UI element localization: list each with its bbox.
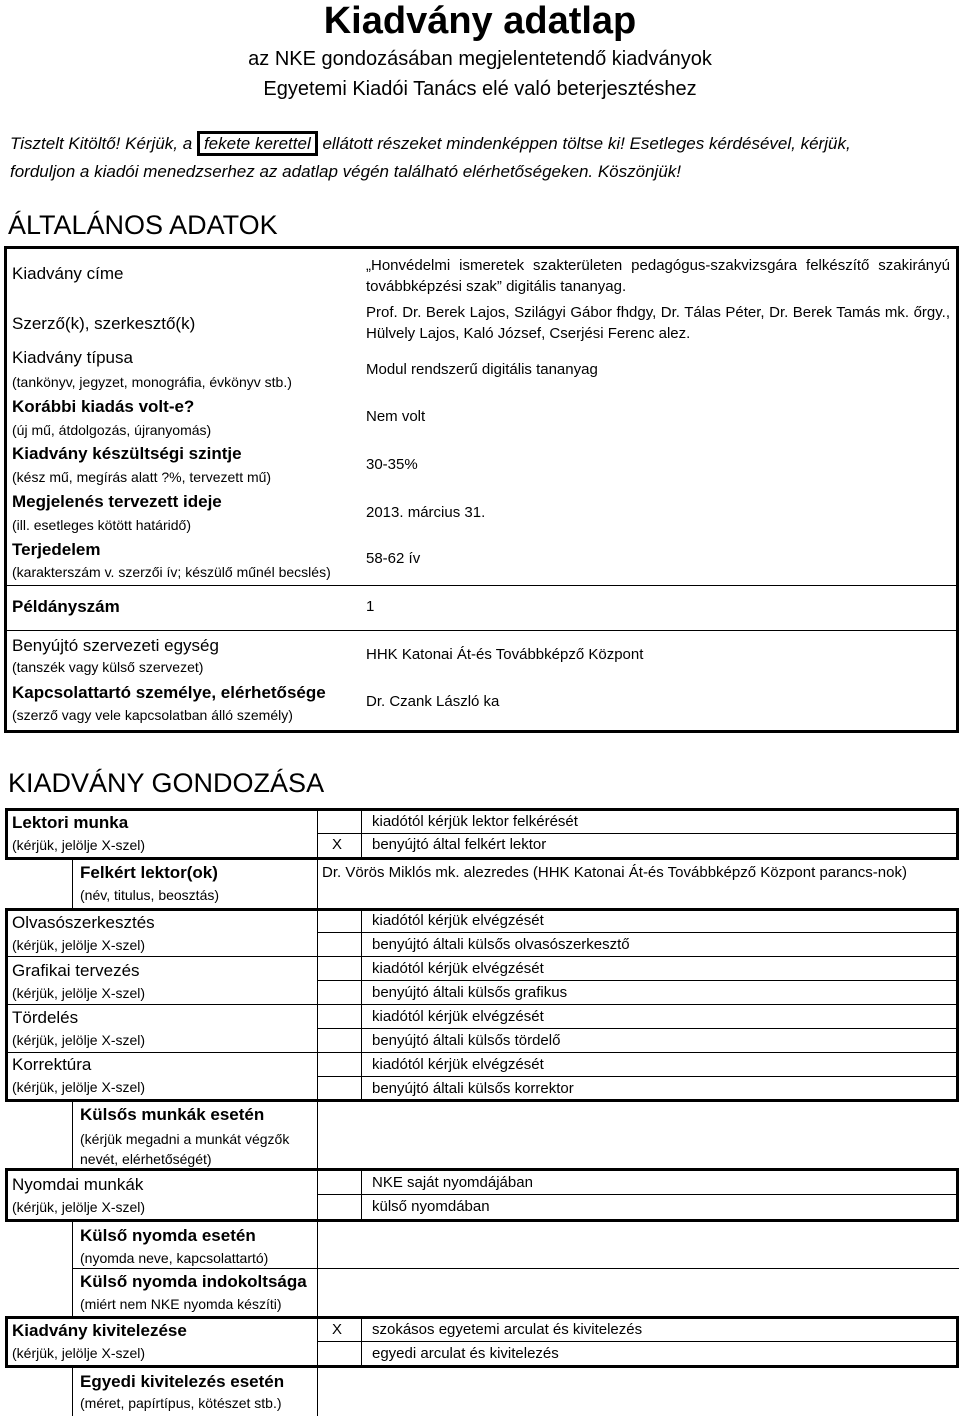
execution-option-2[interactable]: egyedi arculat és kivitelezés: [372, 1345, 559, 1362]
external-hint: (kérjük megadni a munkát végzők nevét, elérhetőségét): [80, 1131, 290, 1167]
authors-label: Szerző(k), szerkesztő(k): [12, 314, 196, 333]
prev-value[interactable]: Nem volt: [366, 408, 426, 425]
divider: [4, 630, 959, 631]
contact-label: Kapcsolattartó személye, elérhetősége: [12, 683, 326, 702]
divider: [317, 1168, 318, 1222]
divider: [317, 932, 959, 933]
lector-option-1[interactable]: kiadótól kérjük lektor felkérését: [372, 813, 578, 830]
execution-label: Kiadvány kivitelezése: [12, 1321, 187, 1340]
divider: [361, 908, 362, 1102]
lector-option-2[interactable]: benyújtó által felkért lektor: [372, 836, 547, 853]
date-hint: (ill. esetleges kötött határidő): [12, 517, 191, 533]
lector-hint: (kérjük, jelölje X-szel): [12, 837, 146, 853]
authors-value[interactable]: Prof. Dr. Berek Lajos, Szilágyi Gábor fhdgy, Dr. Tálas Péter, Dr. Berek Tamás mk. őrgy., Hülvely Lajos, Kaló József, Cserjési Ferenc alez.: [366, 304, 950, 342]
divider: [317, 1222, 318, 1316]
subtitle-2: Egyetemi Kiadói Tanács elé való beterjesztéshez: [263, 78, 697, 100]
ext-reason-hint: (miért nem NKE nyomda készíti): [80, 1296, 282, 1312]
copies-label: Példányszám: [12, 597, 120, 616]
divider: [317, 860, 318, 908]
proof-option-2[interactable]: benyújtó általi külsős olvasószerkesztő: [372, 936, 630, 953]
proof-hint: (kérjük, jelölje X-szel): [12, 937, 146, 953]
divider: [72, 1368, 73, 1416]
design-label: Grafikai tervezés: [12, 961, 140, 980]
divider: [317, 1076, 959, 1077]
divider: [317, 833, 959, 834]
size-hint: (karakterszám v. szerzői ív; készülő műnél becslés): [12, 564, 331, 580]
layout-option-1[interactable]: kiadótól kérjük elvégzését: [372, 1008, 544, 1025]
requested-lector-hint: (név, titulus, beosztás): [80, 887, 220, 903]
title-value[interactable]: „Honvédelmi ismeretek szakterületen pedagógus-szakvizsgára felkészítő szakirányú továbbképzési szak” digitális tananyag.: [366, 257, 950, 295]
print-label: Nyomdai munkák: [12, 1175, 144, 1194]
lector-mark[interactable]: X: [332, 836, 343, 853]
divider: [72, 1268, 959, 1269]
custom-label: Egyedi kivitelezés esetén: [80, 1372, 285, 1391]
intro-text: Tisztelt Kitöltő! Kérjük, a: [10, 134, 193, 153]
prev-label: Korábbi kiadás volt-e?: [12, 397, 195, 416]
type-hint: (tankönyv, jegyzet, monográfia, évkönyv stb.): [12, 374, 292, 390]
contact-hint: (szerző vagy vele kapcsolatban álló személy): [12, 707, 293, 723]
divider: [317, 1194, 959, 1195]
divider: [72, 1102, 73, 1168]
ready-hint: (kész mű, megírás alatt ?%, tervezett mű): [12, 469, 272, 485]
divider: [317, 908, 318, 1102]
divider: [361, 1316, 362, 1368]
copies-value[interactable]: 1: [366, 598, 375, 615]
divider: [5, 1052, 959, 1053]
correct-hint: (kérjük, jelölje X-szel): [12, 1079, 146, 1095]
divider: [317, 980, 959, 981]
intro-boxed-text: fekete kerettel: [197, 131, 318, 156]
size-label: Terjedelem: [12, 540, 101, 559]
title-label: Kiadvány címe: [12, 264, 124, 283]
size-value[interactable]: 58-62 ív: [366, 550, 421, 567]
general-heading: ÁLTALÁNOS ADATOK: [8, 210, 278, 240]
care-heading: KIADVÁNY GONDOZÁSA: [8, 768, 325, 798]
proof-option-1[interactable]: kiadótól kérjük elvégzését: [372, 912, 544, 929]
unit-label: Benyújtó szervezeti egység: [12, 636, 219, 655]
execution-mark[interactable]: X: [332, 1321, 343, 1338]
divider: [317, 1028, 959, 1029]
lector-label: Lektori munka: [12, 813, 129, 832]
requested-lector-value[interactable]: Dr. Vörös Miklós mk. alezredes (HHK Katonai Át-és Továbbképző Központ parancs-nok): [322, 864, 907, 881]
prev-hint: (új mű, átdolgozás, újranyomás): [12, 422, 212, 438]
intro-line-2: forduljon a kiadói menedzserhez az adatlap végén található elérhetőségeken. Köszönjük!: [10, 162, 682, 181]
print-option-1[interactable]: NKE saját nyomdájában: [372, 1174, 533, 1191]
divider: [361, 1168, 362, 1222]
divider: [72, 860, 73, 908]
correct-option-2[interactable]: benyújtó általi külsős korrektor: [372, 1080, 574, 1097]
date-label: Megjelenés tervezett ideje: [12, 492, 222, 511]
divider: [361, 808, 362, 860]
ready-value[interactable]: 30-35%: [366, 456, 418, 473]
design-hint: (kérjük, jelölje X-szel): [12, 985, 146, 1001]
correct-label: Korrektúra: [12, 1055, 92, 1074]
correct-option-1[interactable]: kiadótól kérjük elvégzését: [372, 1056, 544, 1073]
execution-hint: (kérjük, jelölje X-szel): [12, 1345, 146, 1361]
type-label: Kiadvány típusa: [12, 348, 133, 367]
intro-text: ellátott részeket mindenképpen töltse ki! Esetleges kérdésével, kérjük,: [322, 134, 851, 153]
custom-hint: (méret, papírtípus, kötészet stb.): [80, 1395, 282, 1411]
ext-reason-label: Külső nyomda indokoltsága: [80, 1272, 307, 1291]
design-option-2[interactable]: benyújtó általi külsős grafikus: [372, 984, 568, 1001]
divider: [5, 1004, 959, 1005]
divider: [72, 1222, 73, 1316]
layout-label: Tördelés: [12, 1008, 79, 1027]
print-hint: (kérjük, jelölje X-szel): [12, 1199, 146, 1215]
unit-value[interactable]: HHK Katonai Át-és Továbbképző Központ: [366, 646, 644, 663]
divider: [317, 1368, 318, 1416]
divider: [5, 956, 959, 957]
page-title: Kiadvány adatlap: [323, 0, 637, 42]
unit-hint: (tanszék vagy külső szervezet): [12, 659, 204, 675]
divider: [4, 585, 959, 586]
print-option-2[interactable]: külső nyomdában: [372, 1198, 490, 1215]
execution-option-1[interactable]: szokásos egyetemi arculat és kivitelezés: [372, 1321, 643, 1338]
divider: [317, 808, 318, 860]
requested-lector-label: Felkért lektor(ok): [80, 863, 218, 882]
intro-line-1: [10, 134, 851, 154]
contact-value[interactable]: Dr. Czank László ka: [366, 693, 500, 710]
ext-print-hint: (nyomda neve, kapcsolattartó): [80, 1250, 269, 1266]
ready-label: Kiadvány készültségi szintje: [12, 444, 242, 463]
layout-option-2[interactable]: benyújtó általi külsős tördelő: [372, 1032, 561, 1049]
layout-hint: (kérjük, jelölje X-szel): [12, 1032, 146, 1048]
date-value[interactable]: 2013. március 31.: [366, 504, 486, 521]
design-option-1[interactable]: kiadótól kérjük elvégzését: [372, 960, 544, 977]
subtitle-1: az NKE gondozásában megjelentetendő kiadványok: [248, 48, 712, 70]
divider: [317, 1341, 959, 1342]
type-value[interactable]: Modul rendszerű digitális tananyag: [366, 361, 598, 378]
proof-label: Olvasószerkesztés: [12, 913, 155, 932]
ext-print-label: Külső nyomda esetén: [80, 1226, 256, 1245]
external-label: Külsős munkák esetén: [80, 1105, 265, 1124]
divider: [317, 1102, 318, 1168]
divider: [317, 1316, 318, 1368]
